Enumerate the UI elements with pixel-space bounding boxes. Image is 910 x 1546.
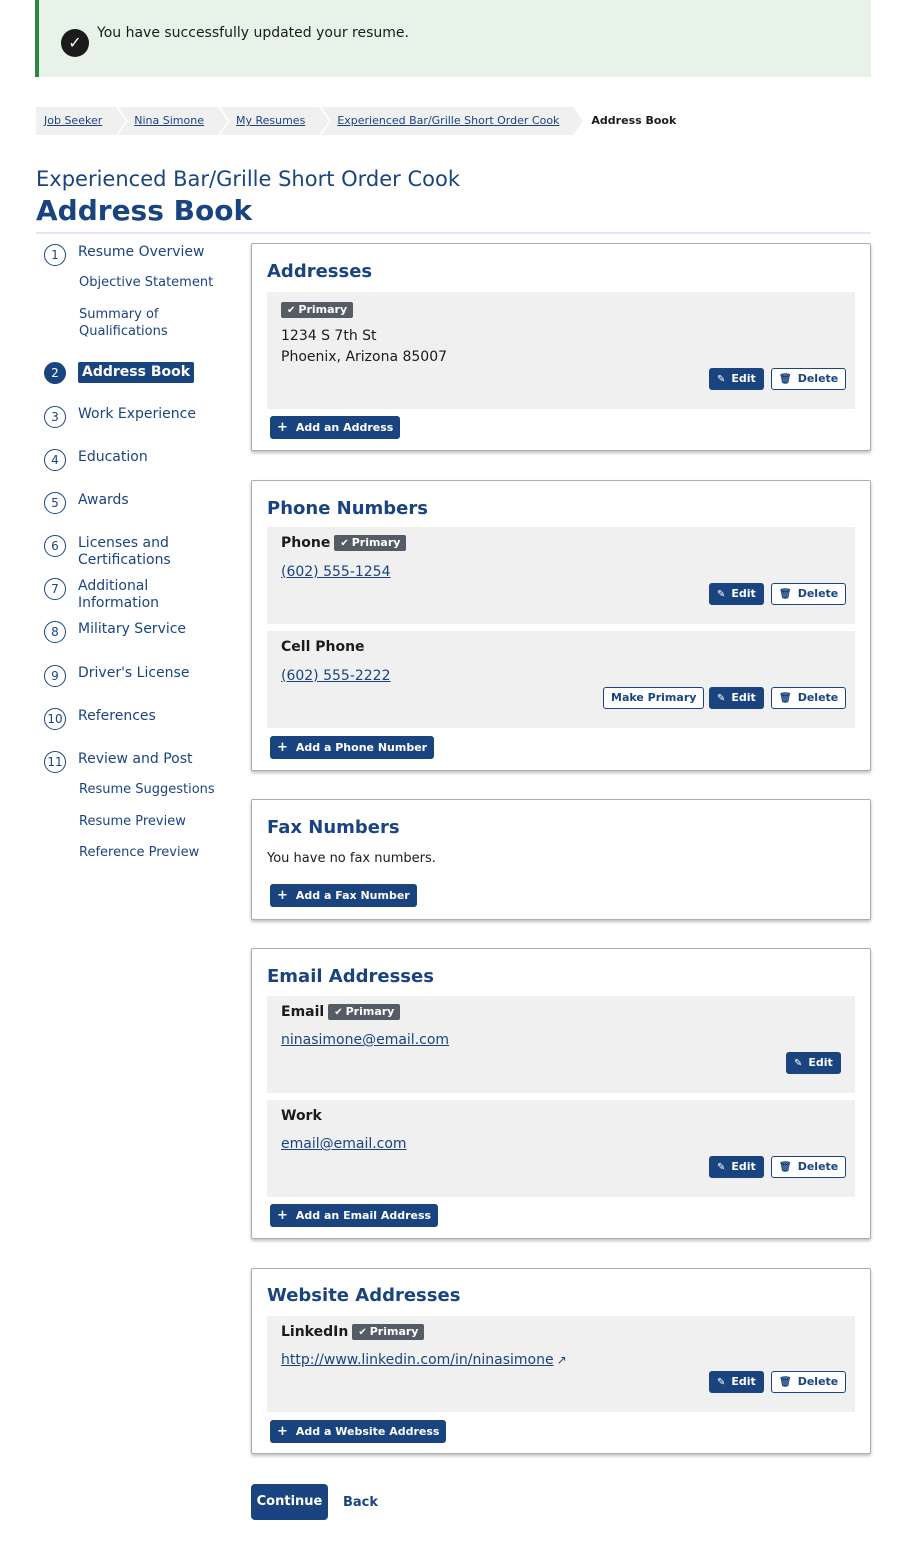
email-addresses-card — [251, 948, 871, 1239]
step-number: 3 — [44, 406, 66, 428]
step-number: 11 — [44, 751, 66, 773]
plus-icon: + — [277, 420, 288, 435]
step-number: 4 — [44, 449, 66, 471]
website-url[interactable]: http://www.linkedin.com/in/ninasimone — [281, 1352, 554, 1368]
pencil-icon: ✎ — [717, 374, 726, 385]
add-email-button[interactable] — [270, 1204, 438, 1227]
step-label[interactable]: Address Book — [78, 362, 194, 383]
check-icon: ✔ — [340, 538, 349, 549]
step-military-service[interactable] — [36, 621, 208, 643]
breadcrumb-resume[interactable] — [321, 107, 573, 135]
button-label: Edit — [731, 587, 756, 600]
breadcrumb-nina-simone[interactable] — [118, 107, 218, 135]
substep-summary-of-qualifications[interactable]: Summary of Qualifications — [79, 307, 168, 339]
button-label: Delete — [797, 691, 839, 704]
pencil-icon: ✎ — [794, 1058, 803, 1069]
website-addresses-heading: Website Addresses — [267, 1285, 461, 1306]
button-label: Add an Email Address — [295, 1209, 432, 1222]
phone-type: Phone — [281, 535, 331, 551]
trash-icon: 🗑 — [779, 693, 792, 704]
breadcrumb-job-seeker[interactable] — [36, 107, 116, 135]
primary-badge — [281, 302, 353, 318]
button-label: Delete — [797, 1375, 839, 1388]
step-work-experience[interactable] — [36, 406, 208, 428]
step-resume-overview[interactable] — [36, 244, 208, 266]
step-number: 1 — [44, 244, 66, 266]
step-label[interactable]: Review and Post — [78, 751, 193, 767]
phone-type: Cell Phone — [281, 639, 365, 655]
step-label[interactable]: Awards — [78, 492, 129, 508]
delete-button[interactable] — [771, 583, 846, 605]
step-licenses[interactable] — [36, 535, 208, 569]
primary-badge — [334, 535, 406, 551]
step-number: 9 — [44, 665, 66, 687]
email-link[interactable]: email@email.com — [281, 1136, 407, 1152]
back-link[interactable]: Back — [343, 1495, 379, 1510]
button-label: Add an Address — [295, 421, 394, 434]
edit-button[interactable] — [709, 687, 764, 709]
step-number: 8 — [44, 621, 66, 643]
step-number: 10 — [44, 708, 66, 730]
addresses-card — [251, 243, 871, 451]
breadcrumb-link[interactable]: My Resumes — [235, 114, 306, 127]
breadcrumb-link[interactable]: Nina Simone — [134, 114, 204, 127]
fax-numbers-card — [251, 799, 871, 920]
button-label: Delete — [797, 587, 839, 600]
button-label: Edit — [731, 691, 756, 704]
delete-button[interactable] — [771, 687, 846, 709]
email-item — [267, 996, 855, 1093]
badge-label: Primary — [369, 1325, 419, 1338]
step-label[interactable]: Resume Overview — [78, 244, 205, 260]
step-label[interactable]: References — [78, 708, 156, 724]
substep-objective-statement[interactable]: Objective Statement — [79, 275, 214, 290]
button-label: Add a Fax Number — [295, 889, 410, 902]
primary-badge — [328, 1004, 400, 1020]
pencil-icon: ✎ — [717, 693, 726, 704]
check-icon: ✔ — [358, 1327, 367, 1338]
step-label[interactable]: Licenses and Certifications — [78, 535, 171, 568]
edit-button[interactable] — [709, 368, 764, 390]
step-additional-information[interactable] — [36, 578, 208, 612]
edit-button[interactable] — [709, 1371, 764, 1393]
step-number: 5 — [44, 492, 66, 514]
trash-icon: 🗑 — [779, 1377, 792, 1388]
title-divider — [36, 232, 871, 234]
button-label: Add a Website Address — [295, 1425, 440, 1438]
button-label: Edit — [731, 1160, 756, 1173]
website-link[interactable] — [281, 1352, 567, 1368]
badge-label: Primary — [345, 1005, 395, 1018]
step-number: 2 — [44, 362, 66, 384]
step-drivers-license[interactable] — [36, 665, 208, 687]
pencil-icon: ✎ — [717, 1377, 726, 1388]
phone-numbers-heading: Phone Numbers — [267, 498, 428, 519]
button-label: Delete — [797, 1160, 839, 1173]
website-label-row — [281, 1324, 424, 1340]
phone-item — [267, 527, 855, 624]
website-type: LinkedIn — [281, 1324, 349, 1340]
trash-icon: 🗑 — [779, 374, 792, 385]
plus-icon: + — [277, 888, 288, 903]
step-label[interactable]: Additional Information — [78, 578, 160, 611]
breadcrumb-link[interactable]: Job Seeker — [44, 114, 103, 127]
fax-numbers-heading: Fax Numbers — [267, 817, 400, 838]
button-label: Add a Phone Number — [295, 741, 428, 754]
breadcrumb-link[interactable]: Experienced Bar/Grille Short Order Cook — [337, 114, 560, 127]
delete-button[interactable] — [771, 1156, 846, 1178]
phone-numbers-card — [251, 480, 871, 771]
step-education[interactable] — [36, 449, 208, 471]
step-label[interactable]: Military Service — [78, 621, 187, 637]
addresses-heading: Addresses — [267, 261, 373, 282]
address-line-2: Phoenix, Arizona 85007 — [281, 349, 448, 365]
edit-button[interactable] — [709, 1156, 764, 1178]
check-icon: ✔ — [334, 1007, 343, 1018]
substep-reference-preview[interactable]: Reference Preview — [79, 845, 200, 860]
success-alert — [35, 0, 871, 77]
delete-button[interactable] — [771, 368, 846, 390]
step-number: 6 — [44, 535, 66, 557]
step-label[interactable]: Education — [78, 449, 148, 465]
step-label[interactable]: Driver's License — [78, 665, 190, 681]
badge-label: Primary — [298, 303, 348, 316]
add-phone-button[interactable] — [270, 736, 434, 759]
fax-empty-message: You have no fax numbers. — [267, 851, 436, 866]
plus-icon: + — [277, 1208, 288, 1223]
step-references[interactable] — [36, 708, 208, 730]
external-link-icon: ↗ — [556, 1353, 567, 1367]
add-address-button[interactable] — [270, 416, 400, 439]
step-number: 7 — [44, 578, 66, 600]
phone-item — [267, 631, 855, 728]
breadcrumb-my-resumes[interactable] — [220, 107, 319, 135]
step-label[interactable]: Work Experience — [78, 406, 196, 422]
website-addresses-card — [251, 1268, 871, 1454]
add-website-button[interactable] — [270, 1420, 446, 1443]
pencil-icon: ✎ — [717, 1162, 726, 1173]
website-item — [267, 1316, 855, 1412]
button-label: Edit — [731, 1375, 756, 1388]
email-addresses-heading: Email Addresses — [267, 966, 434, 987]
trash-icon: 🗑 — [779, 1162, 792, 1173]
phone-link[interactable]: (602) 555-1254 — [281, 564, 391, 580]
resume-title: Experienced Bar/Grille Short Order Cook — [36, 167, 461, 191]
step-address-book[interactable] — [36, 362, 194, 384]
step-awards[interactable] — [36, 492, 208, 514]
plus-icon: + — [277, 740, 288, 755]
email-label-row — [281, 1004, 400, 1020]
delete-button[interactable] — [771, 1371, 846, 1393]
check-icon: ✔ — [287, 305, 296, 316]
email-type: Work — [281, 1108, 322, 1124]
page-title: Address Book — [36, 194, 253, 227]
check-circle-icon: ✓ — [61, 29, 89, 57]
edit-button[interactable] — [786, 1052, 841, 1074]
button-label: Edit — [808, 1056, 833, 1069]
email-type: Email — [281, 1004, 325, 1020]
pencil-icon: ✎ — [717, 589, 726, 600]
button-label: Edit — [731, 372, 756, 385]
phone-label-row — [281, 535, 406, 551]
address-line-1: 1234 S 7th St — [281, 328, 377, 344]
add-fax-button[interactable] — [270, 884, 417, 907]
badge-label: Primary — [351, 536, 401, 549]
email-item — [267, 1100, 855, 1197]
make-primary-button[interactable]: Make Primary — [603, 687, 704, 709]
plus-icon: + — [277, 1424, 288, 1439]
alert-message: You have successfully updated your resume. — [97, 25, 409, 41]
trash-icon: 🗑 — [779, 589, 792, 600]
email-link[interactable]: ninasimone@email.com — [281, 1032, 450, 1048]
breadcrumb-current: Address Book — [575, 107, 690, 135]
substep-resume-preview[interactable]: Resume Preview — [79, 814, 186, 829]
address-item — [267, 292, 855, 409]
primary-badge — [352, 1324, 424, 1340]
substep-resume-suggestions[interactable]: Resume Suggestions — [79, 782, 215, 797]
button-label: Delete — [797, 372, 839, 385]
phone-link[interactable]: (602) 555-2222 — [281, 668, 391, 684]
step-review-and-post[interactable] — [36, 751, 208, 773]
continue-button[interactable]: Continue — [251, 1484, 328, 1520]
breadcrumb — [36, 107, 692, 135]
edit-button[interactable] — [709, 583, 764, 605]
